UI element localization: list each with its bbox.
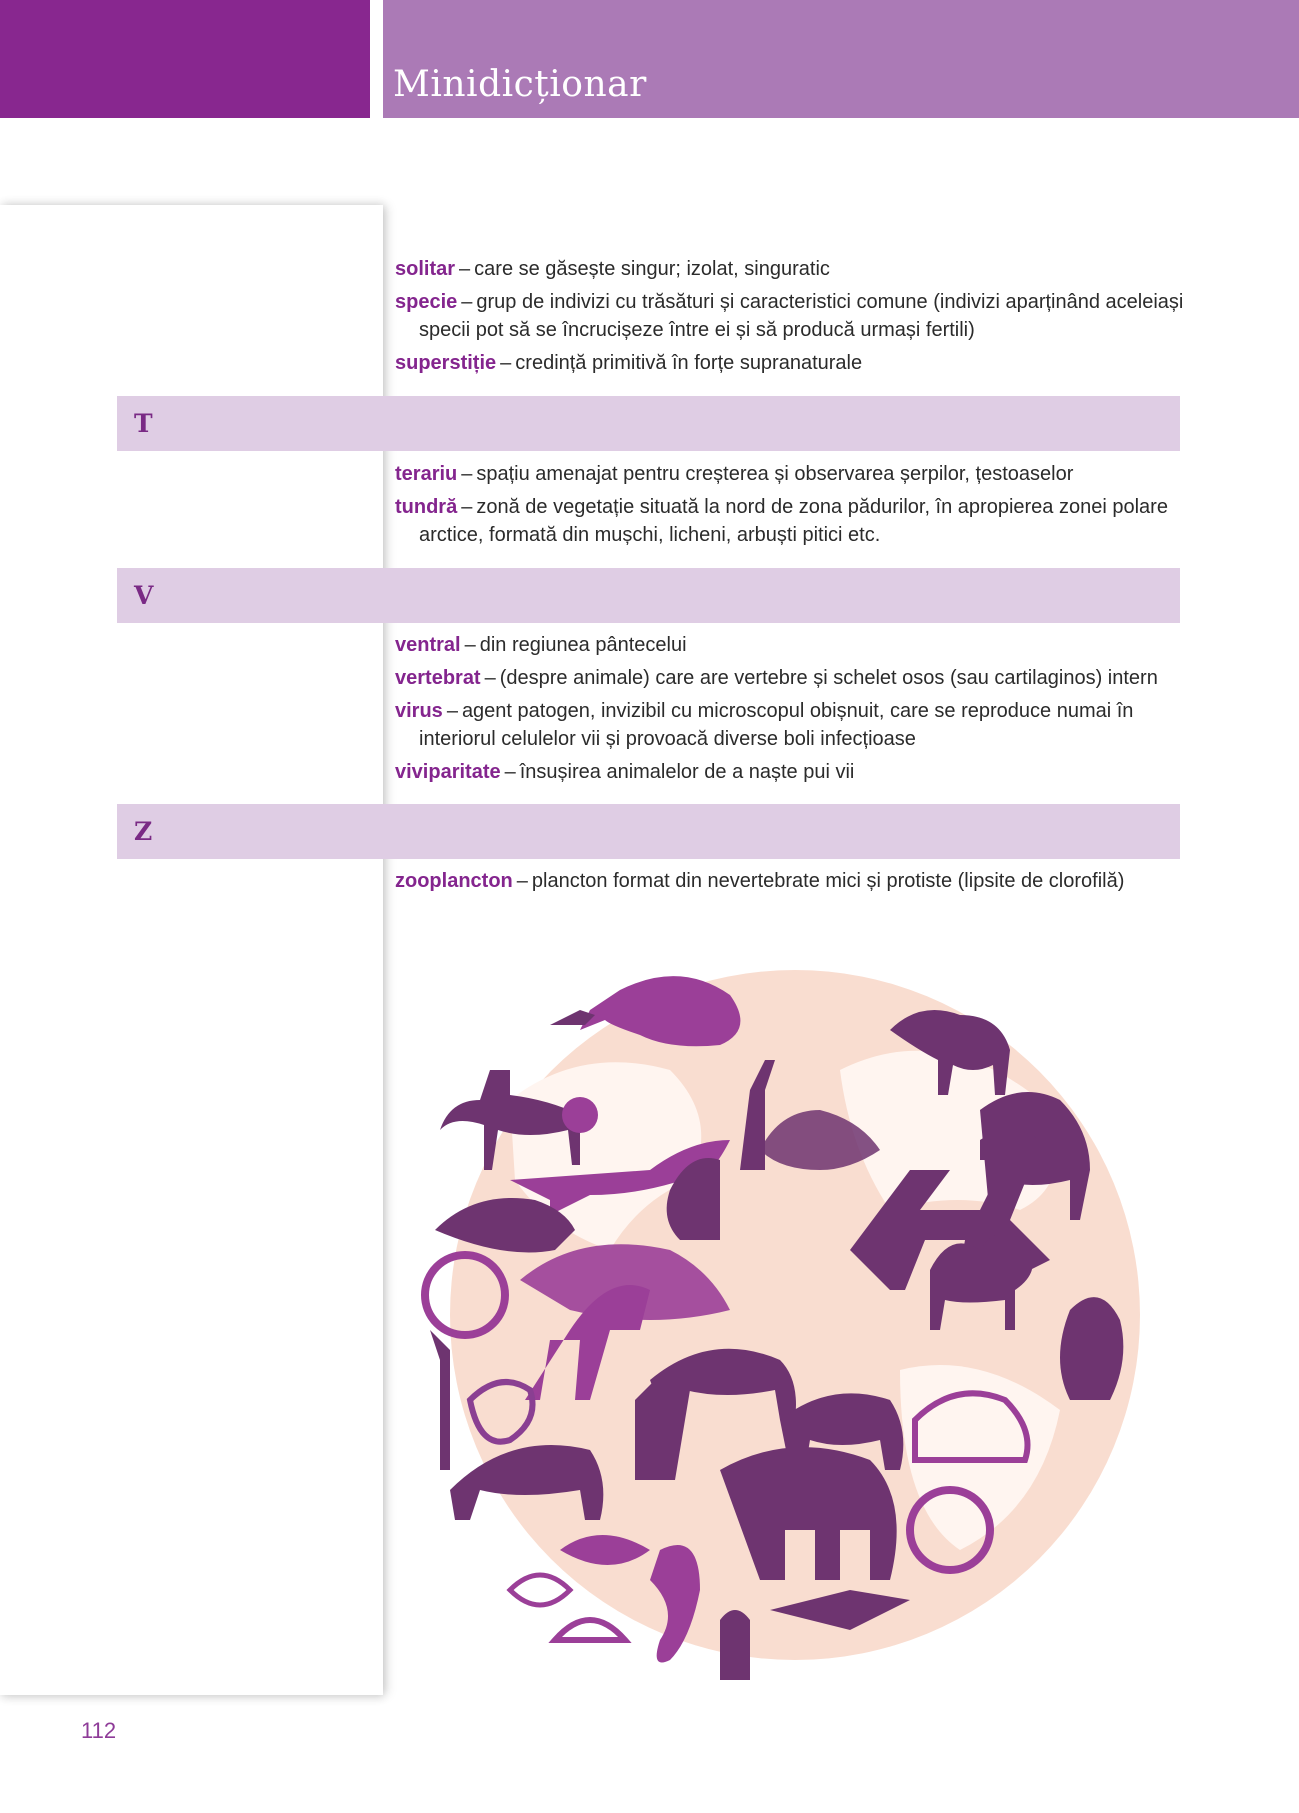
penguin-icon	[720, 1610, 750, 1680]
heron-icon	[430, 1330, 450, 1470]
entry-dash: –	[461, 496, 473, 518]
letter-band-t	[117, 396, 1180, 451]
entry-definition: grup de indivizi cu trăsături și caracteristici comune (indivizi aparținând aceleiași specii pot să se încrucișeze între ei și să producă urmași fertili)	[419, 291, 1184, 341]
entry-dash: –	[516, 870, 528, 892]
entry-term: superstiție	[395, 352, 497, 374]
entry-dash: –	[461, 463, 473, 485]
entry-dash: –	[461, 291, 473, 313]
scallop-shell-icon	[555, 1620, 625, 1640]
entry-definition: credință primitivă în forțe supranaturale	[515, 352, 863, 374]
entry-dash: –	[459, 258, 471, 280]
dictionary-entry	[395, 867, 1204, 895]
dictionary-entry	[395, 664, 1204, 692]
entry-dash: –	[500, 352, 512, 374]
entry-dash: –	[464, 634, 476, 656]
entry-dash: –	[446, 700, 458, 722]
page-title: Minidicționar	[393, 64, 647, 105]
bear-cub-icon	[1060, 1297, 1123, 1400]
entry-definition: plancton format din nevertebrate mici și protiste (lipsite de clorofilă)	[531, 870, 1125, 892]
entry-term: vertebrat	[395, 667, 481, 689]
entry-term: specie	[395, 291, 458, 313]
snail-shell-icon	[510, 1575, 570, 1605]
dictionary-entry	[395, 460, 1204, 488]
animals-globe-illustration	[420, 950, 1180, 1700]
letter-band-v	[117, 568, 1180, 623]
entry-definition: zonă de vegetație situată la nord de zona pădurilor, în apropierea zonei polare arctice, formată din mușchi, licheni, arbuști pitici etc.	[419, 496, 1168, 546]
section-letter: Z	[134, 817, 153, 846]
entry-definition: agent patogen, invizibil cu microscopul obișnuit, care se reproduce numai în interiorul celulelor vii și provoacă diverse boli infecțioase	[419, 700, 1134, 750]
entry-definition: spațiu amenajat pentru creșterea și observarea șerpilor, țestoaselor	[476, 463, 1074, 485]
entry-dash: –	[484, 667, 496, 689]
dictionary-entry	[395, 631, 1204, 659]
section-letter: T	[134, 409, 153, 438]
entry-definition: care se găsește singur; izolat, singuratic	[474, 258, 830, 280]
crab-icon	[562, 1097, 598, 1133]
entry-term: tundră	[395, 496, 458, 518]
dictionary-entry	[395, 288, 1204, 344]
entry-term: terariu	[395, 463, 458, 485]
entry-term: ventral	[395, 634, 461, 656]
dictionary-entry	[395, 758, 1204, 786]
entry-dash: –	[504, 761, 516, 783]
dictionary-entry	[395, 697, 1204, 753]
page-number: 112	[81, 1718, 117, 1743]
dictionary-entry	[395, 349, 1204, 377]
entry-term: zooplancton	[395, 870, 513, 892]
entry-definition: însușirea animalelor de a naște pui vii	[519, 761, 855, 783]
entry-term: virus	[395, 700, 443, 722]
dictionary-entry	[395, 255, 1204, 283]
entry-term: viviparitate	[395, 761, 501, 783]
letter-band-z	[117, 804, 1180, 859]
header-accent-block	[0, 0, 370, 118]
dictionary-entry	[395, 493, 1204, 549]
section-letter: V	[134, 581, 154, 610]
entry-term: solitar	[395, 258, 456, 280]
entry-definition: din regiunea pântecelui	[479, 634, 687, 656]
entry-definition: (despre animale) care are vertebre și schelet osos (sau cartilaginos) intern	[499, 667, 1158, 689]
globe-background	[450, 970, 1140, 1660]
